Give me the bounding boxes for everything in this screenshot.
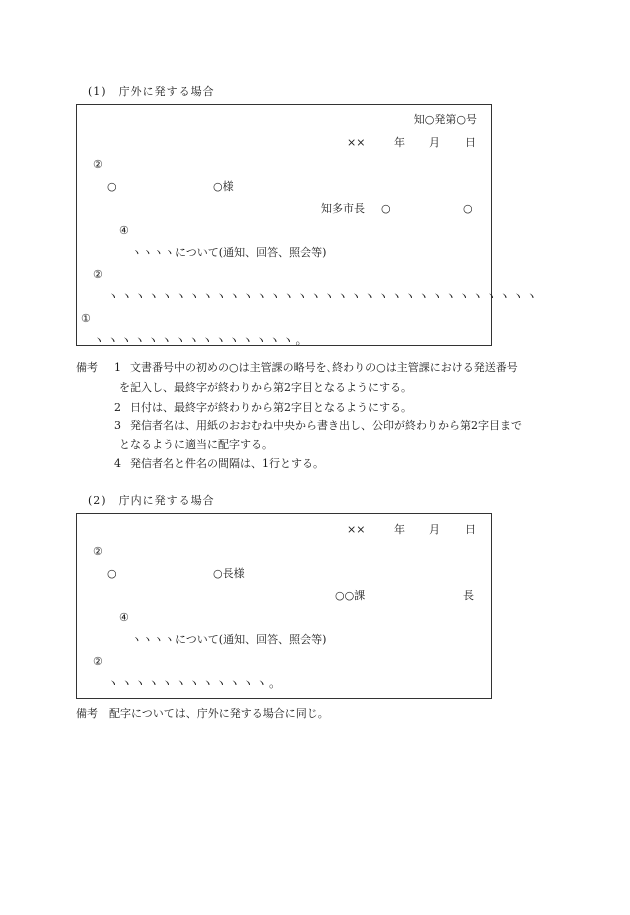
recipient-circle: ○ [107, 180, 117, 193]
note-number: 3 [114, 419, 121, 432]
body-text: ヽヽヽヽヽヽヽヽヽヽヽヽヽヽヽヽヽヽヽヽヽヽヽヽヽヽヽヽヽヽヽヽ [107, 289, 540, 303]
note-line: 文書番号中の初めの○は主管課の略号を､終わりの○は主管課における発送番号 [130, 361, 518, 374]
doc-number: 知○発第○号 [413, 113, 477, 126]
note-number: 2 [114, 401, 121, 414]
section2-heading: (2) 庁内に発する場合 [88, 494, 215, 507]
date-year: 年 [394, 523, 405, 536]
note-line: 発信者名と件名の間隔は、1行とする。 [130, 457, 324, 470]
external-letter-form [76, 104, 540, 347]
section1-heading: (1) 庁外に発する場合 [88, 85, 215, 98]
note-number: 4 [114, 457, 121, 470]
note-number: 1 [114, 361, 121, 374]
marker-2: ② [93, 158, 103, 171]
marker-1: ① [81, 312, 91, 325]
sender: ○○課 [335, 589, 366, 602]
note-line: 日付は、最終字が終わりから第2字目となるようにする。 [130, 401, 412, 414]
date-day: 日 [465, 136, 476, 149]
date-era: ×× [347, 523, 366, 536]
marker-2: ② [93, 268, 103, 281]
notes-label: 備考 [76, 361, 98, 374]
internal-letter-form [76, 513, 492, 699]
note-line: 発信者名は、用紙のおおむね中央から書き出し、公印が終わりから第2字目まで [130, 419, 522, 432]
body-text-end: ヽヽヽヽヽヽヽヽヽヽヽヽ。 [107, 676, 283, 690]
date-month: 月 [429, 136, 440, 149]
note-line: を記入し、最終字が終わりから第2字目となるようにする。 [119, 381, 412, 394]
recipient: ○様 [213, 180, 234, 193]
date-era: ×× [347, 136, 366, 149]
recipient-circle: ○ [107, 567, 117, 580]
marker-4: ④ [119, 611, 129, 624]
seal-circle: ○ [463, 202, 473, 215]
marker-2: ② [93, 655, 103, 668]
date-day: 日 [465, 523, 476, 536]
marker-2: ② [93, 545, 103, 558]
date-year: 年 [394, 136, 405, 149]
body-text-end: ヽヽヽヽヽヽヽヽヽヽヽヽヽヽヽ。 [93, 333, 310, 347]
recipient: ○長様 [213, 567, 245, 580]
marker-4: ④ [119, 224, 129, 237]
subject: ヽヽヽヽについて(通知、回答、照会等) [131, 633, 327, 646]
date-month: 月 [429, 523, 440, 536]
note-line: となるように適当に配字する。 [119, 438, 273, 451]
sender-circle: ○ [381, 202, 391, 215]
sender: 知多市長 [321, 202, 365, 215]
subject: ヽヽヽヽについて(通知、回答、照会等) [131, 246, 327, 259]
notes-section2: 備考 配字については、庁外に発する場合に同じ。 [76, 707, 329, 720]
sender-title: 長 [463, 589, 474, 602]
